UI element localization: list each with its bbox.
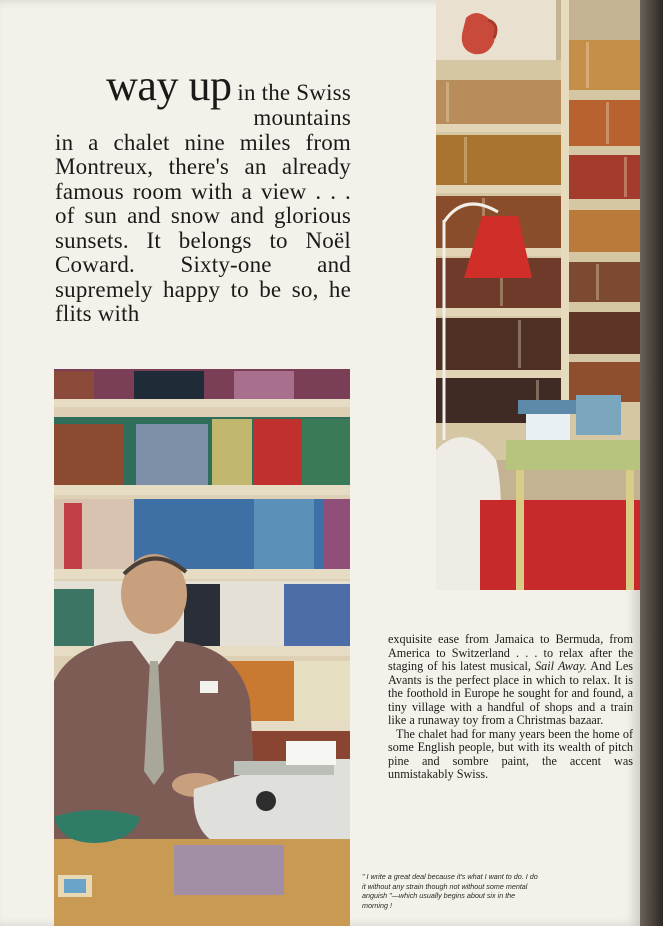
show-title: Sail Away. (535, 659, 587, 673)
photo-caption: " I write a great deal because it's what I want to do. I do it without any strain though not without some mental anguish "—which usually begins about six in the morning ! (362, 872, 538, 910)
para1-after: And Les Avants is the perfect place in which to relax. It is the foothold in Europe he sought for and found, a tiny village with a handful of shops and a train like a runaway toy from a Christmas bazaar. (388, 659, 634, 727)
library-room-photo (436, 0, 640, 590)
library-room-illustration (436, 0, 640, 590)
article-paragraph-2: The chalet had for many years been the home of some English people, but with its wealth of pitch pine and sombre paint, the accent was unmistakably Swiss. (388, 726, 633, 781)
headline-intro (55, 61, 351, 131)
para1-before: exquisite ease from Jamaica to Bermuda, from America to Switzerland . . . to relax after the staging of his latest musical, (388, 632, 633, 673)
page-spine-edge (640, 0, 663, 926)
desk (506, 440, 640, 470)
article-paragraph-1 (388, 633, 633, 728)
article-body (388, 633, 633, 782)
headline (55, 61, 351, 327)
writer-illustration (54, 369, 350, 926)
headline-intro-rest: in the Swiss mountains (237, 80, 351, 130)
writer-at-typewriter-photo (54, 369, 350, 926)
red-carpet (480, 500, 640, 590)
headline-body: in a chalet nine miles from Montreux, there's an already famous room with a view . . . of sun and snow and glorious sunsets. It belongs to Noël Coward. Sixty-one and supremely happy to be so, he flits with (55, 129, 351, 326)
bookshelf-right (561, 0, 640, 440)
headline-lead: way up (106, 61, 232, 110)
